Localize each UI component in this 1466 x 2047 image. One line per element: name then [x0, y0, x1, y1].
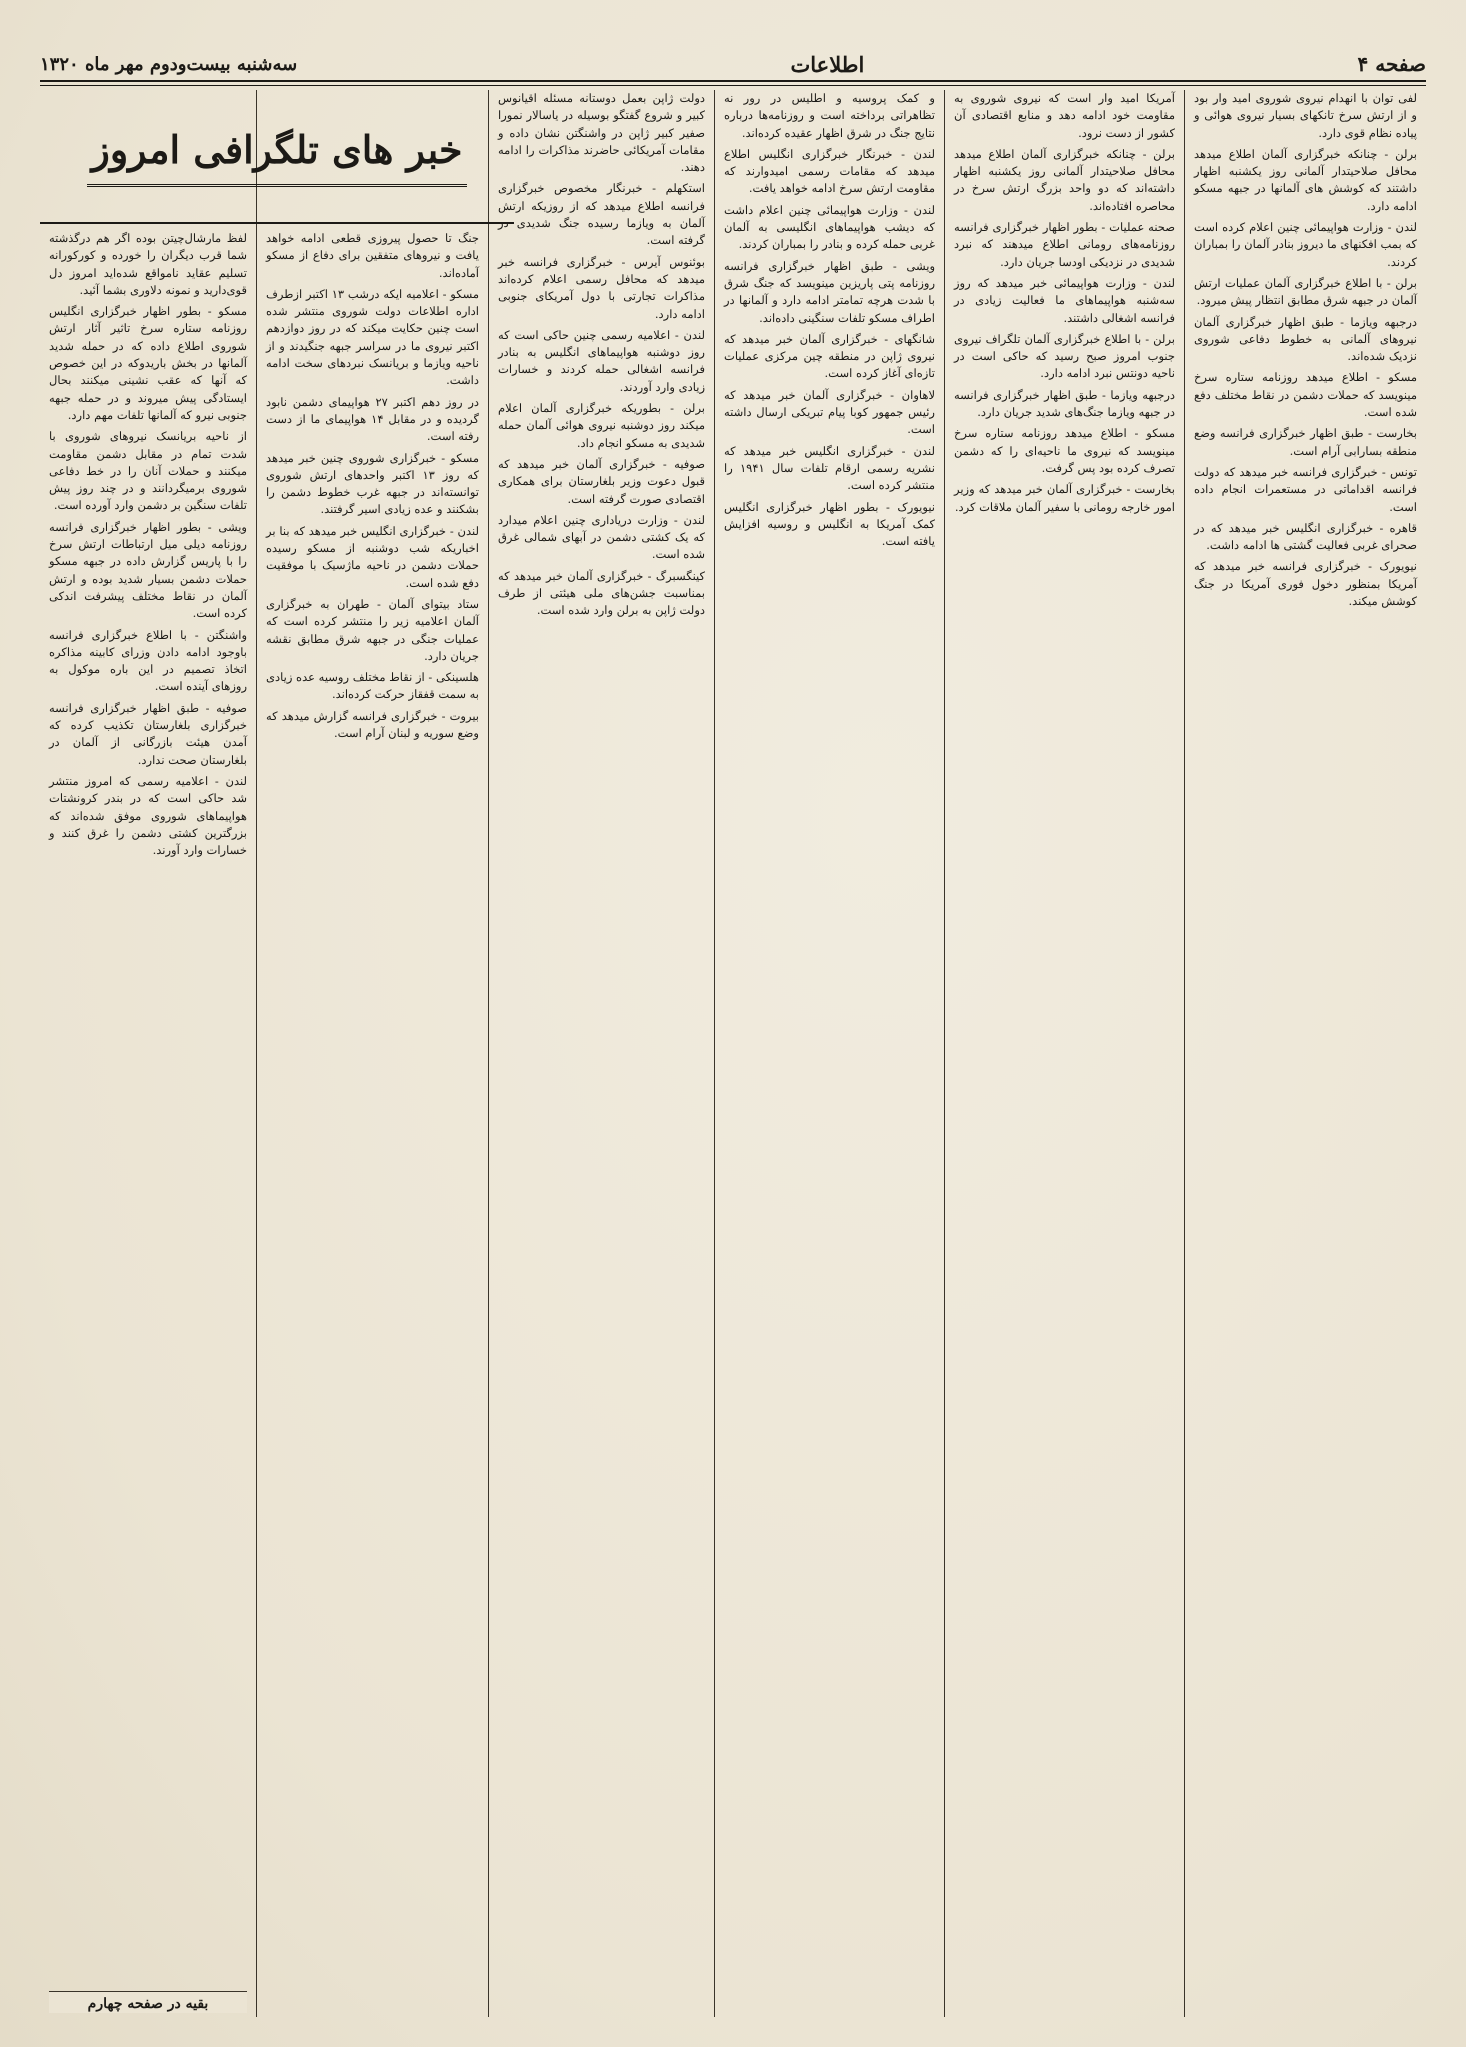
- columns-container: [40, 90, 1426, 2017]
- continued-note: بقیه در صفحه چهارم: [49, 1991, 247, 2013]
- article-paragraph: صوفیه - خبرگزاری آلمان خبر میدهد که قبول دعوت وزیر بلغارستان برای همکاری اقتصادی صورت گرفته است.: [498, 456, 705, 506]
- article-paragraph: و کمک پروسیه و اطلیس در رور نه تظاهراتی برداخته است و روزنامه‌ها درباره نتایج جنگ در شرق اظهار عقیده کرده‌اند.: [724, 91, 935, 140]
- article-paragraph: لفظ مارشال‌چیتن بوده اگر هم درگذشته شما قرب دیگران را خورده و کورکورانه تسلیم عقاید نامواقع شده‌اید امروز دل قوی‌دارید و نمونه دلاوری بشما آئید.: [49, 231, 247, 297]
- article-paragraph: برلن - با اطلاع خبرگزاری آلمان عملیات ارتش آلمان در جبهه شرق مطابق انتظار پیش میرود.: [1194, 275, 1417, 308]
- article-paragraph: صوفیه - طبق اظهار خبرگزاری فرانسه خبرگزاری بلغارستان تکذیب کرده که آمدن هیئت بازرگانی از آلمان در بلغارستان صحت ندارد.: [49, 700, 247, 767]
- column-6: [1184, 90, 1426, 2017]
- article-paragraph: لندن - اعلامیه رسمی چنین حاکی است که روز دوشنبه هواپیماهای انگلیس به بنادر فرانسه اشغالی حمله کردند و خسارات زیادی وارد آوردند.: [498, 327, 705, 394]
- article-paragraph: لندن - وزارت دریاداری چنین اعلام میدارد که یک کشتی دشمن در آبهای شمالی غرق شده است.: [498, 512, 705, 562]
- article-paragraph: ویشی - بطور اظهار خبرگزاری فرانسه روزنامه دیلی میل ارتباطات ارتش سرخ را با پاریس گزارش داده در جبهه مسکو حملات دشمن بسیار شدید بوده و ارتش آلمان در نقاط مختلف پیشرفت اندکی کرده است.: [49, 519, 247, 621]
- article-paragraph: مسکو - اعلامیه ایکه درشب ۱۳ اکتبر ازطرف اداره اطلاعات دولت شوروی منتشر شده است چنین حکایت میکند که در روز دوازدهم اکتبر نیروی ما در سراسر جبهه جنگیدند و از ناحیه ویازما و بریانسک نبردهای سخت ادامه داشت.: [266, 286, 479, 388]
- article-paragraph: لاهاوان - خبرگزاری آلمان خبر میدهد که رئیس جمهور کوبا پیام تبریکی ارسال داشته است.: [724, 387, 935, 437]
- article-paragraph: برلن - چنانکه خبرگزاری آلمان اطلاع میدهد محافل صلاحیتدار آلمانی روز یکشنبه اظهار داشته‌اند که دو واحد بزرگ ارتش سرخ در محاصره افتاده‌اند.: [954, 146, 1175, 213]
- article-paragraph: در روز دهم اکتبر ۲۷ هواپیمای دشمن نابود گردیده و در مقابل ۱۴ هواپیمای ما از دست رفته است.: [266, 394, 479, 444]
- article-paragraph: لندن - وزارت هواپیمائی چنین اعلام کرده است که بمب افکنهای ما دیروز بنادر آلمان را بمباران کردند.: [1194, 220, 1417, 269]
- article-paragraph: آمریکا امید وار است که نیروی شوروی به مقاومت خود ادامه دهد و منابع اقتصادی آن کشور از دست نرود.: [954, 91, 1175, 140]
- article-paragraph: نیویورک - خبرگزاری فرانسه خبر میدهد که آمریکا بمنظور دخول فوری آمریکا در جنگ کوشش میکند.: [1194, 559, 1417, 609]
- headline-title: خبر های تلگرافی امروز: [91, 126, 463, 172]
- article-paragraph: ویشی - طبق اظهار خبرگزاری فرانسه روزنامه پتی پاریزین مینویسد که جنگ شرق با شدت هرچه تمامتر ادامه دارد و آلمانها در اطراف مسکو تلفات سنگینی داده‌اند.: [724, 258, 935, 325]
- page-number: صفحه ۴: [1357, 52, 1426, 76]
- paper-name: اطلاعات: [790, 51, 865, 77]
- article-paragraph: لندن - خبرنگار خبرگزاری انگلیس اطلاع میدهد که مقامات رسمی امیدوارند که مقاومت ارتش سرخ ادامه خواهد یافت.: [724, 146, 935, 196]
- article-paragraph: لندن - خبرگزاری انگلیس خبر میدهد که بنا بر اخباریکه شب دوشنبه از مسکو رسیده حملات دشمن در ناحیه ماژسیک با موفقیت دفع شده است.: [266, 523, 479, 590]
- article-paragraph: برلن - با اطلاع خبرگزاری آلمان تلگراف نیروی جنوب امروز صبح رسید که حاکی است در ناحیه دونتس نبرد ادامه دارد.: [954, 331, 1175, 381]
- article-paragraph: بخارست - طبق اظهار خبرگزاری فرانسه وضع منطقه بسارابی آرام است.: [1194, 426, 1417, 458]
- article-paragraph: کینگسبرگ - خبرگزاری آلمان خبر میدهد که بمناسبت جشن‌های ملی هیئتی از طرف دولت ژاپن به برلن وارد شده است.: [498, 568, 705, 618]
- article-paragraph: مسکو - اطلاع میدهد روزنامه ستاره سرخ مینویسد که نیروی ما ناحیه‌ای را که دشمن تصرف کرده بود پس گرفت.: [954, 426, 1175, 475]
- article-paragraph: درجبهه ویازما - طبق اظهار خبرگزاری فرانسه در جبهه ویازما جنگ‌های شدید جریان دارد.: [954, 387, 1175, 420]
- article-paragraph: تونس - خبرگزاری فرانسه خبر میدهد که دولت فرانسه اقداماتی در مستعمرات انجام داده است.: [1194, 464, 1417, 514]
- article-paragraph: جنگ تا حصول پیروزی قطعی ادامه خواهد یافت و نیروهای متفقین برای دفاع از مسکو آماده‌اند.: [266, 231, 479, 280]
- article-paragraph: از ناحیه بریانسک نیروهای شوروی با شدت تمام در مقابل دشمن مقاومت میکنند و حملات آنان را در خط دفاعی شوروی برمیگردانند و در چند روز پیش تلفات سنگین بر دشمن وارد آورده است.: [49, 429, 247, 513]
- column-4: [714, 90, 944, 2017]
- article-paragraph: لندن - خبرگزاری انگلیس خبر میدهد که نشریه رسمی ارقام تلفات سال ۱۹۴۱ را منتشر کرده است.: [724, 443, 935, 493]
- article-paragraph: لندن - وزارت هواپیمائی چنین اعلام داشت که دیشب هواپیماهای انگلیسی به آلمان غربی حمله کرده و بنادر را بمباران کردند.: [724, 202, 935, 252]
- column-5: [944, 90, 1184, 2017]
- issue-date: سه‌شنبه بیست‌ودوم مهر ماه ۱۳۲۰: [40, 53, 298, 75]
- article-paragraph: لفی توان با انهدام نیروی شوروی امید وار بود و از ارتش سرخ تانکهای بسیار نیروی هوائی و پیاده نظام قوی دارد.: [1194, 91, 1417, 140]
- article-paragraph: دولت ژاپن بعمل دوستانه مسئله اقیانوس کبیر و شروع گفتگو بوسیله در یاسالار نمورا صفیر کبیر ژاپن در واشنگتن نشان داده و مقامات آمریکائی حاضرند مذاکرات را ادامه دهند.: [498, 91, 705, 175]
- article-paragraph: ستاد بیتوای آلمان - طهران به خبرگزاری آلمان اعلامیه زیر را منتشر کرده است که عملیات جنگی در جبهه شرق مطابق نقشه جریان دارد.: [266, 596, 479, 663]
- article-paragraph: درجبهه ویازما - طبق اظهار خبرگزاری آلمان نیروهای آلمانی به خطوط دفاعی شوروی نزدیک شده‌اند.: [1194, 314, 1417, 364]
- article-paragraph: مسکو - اطلاع میدهد روزنامه ستاره سرخ مینویسد که حملات دشمن در نقاط مختلف دفع شده است.: [1194, 370, 1417, 420]
- article-paragraph: صحنه عملیات - بطور اظهار خبرگزاری فرانسه روزنامه‌های رومانی اطلاع میدهند که نبرد شدیدی در نزدیکی اودسا جریان دارد.: [954, 220, 1175, 269]
- column-2: [256, 90, 488, 2017]
- article-paragraph: واشنگتن - با اطلاع خبرگزاری فرانسه باوجود ادامه دادن وزرای کابینه مذاکره اتخاذ تصمیم در این باره موکول به روزهای آینده است.: [49, 627, 247, 694]
- article-paragraph: برلن - بطوریکه خبرگزاری آلمان اعلام میکند روز دوشنبه نیروی هوائی آلمان حمله شدیدی به مسکو انجام داد.: [498, 401, 705, 450]
- article-paragraph: قاهره - خبرگزاری انگلیس خبر میدهد که در صحرای غربی فعالیت گشتی ها ادامه داشت.: [1194, 520, 1417, 553]
- article-paragraph: لندن - وزارت هواپیمائی خبر میدهد که روز سه‌شنبه هواپیماهای ما فعالیت زیادی در فرانسه اشغالی داشتند.: [954, 275, 1175, 325]
- column-3: [488, 90, 714, 2017]
- page-header: [40, 50, 1426, 78]
- headline-rule: [87, 184, 466, 187]
- article-paragraph: شانگهای - خبرگزاری آلمان خبر میدهد که نیروی ژاپن در منطقه چین مرکزی عملیات تازه‌ای آغاز کرده است.: [724, 331, 935, 381]
- article-paragraph: مسکو - بطور اظهار خبرگزاری انگلیس روزنامه ستاره سرخ تاثیر آثار ارتش شوروی اطلاع داده که در حمله شدید آلمانها در بخش باریدوکه در این خصوص که آنها که عقب نشینی میکنند بحال ایستادگی پیش میروند و در حمله جبهه جنوبی نیرو که آلمانها تلفات مهم دارد.: [49, 304, 247, 422]
- article-paragraph: بیروت - خبرگزاری فرانسه گزارش میدهد که وضع سوریه و لبنان آرام است.: [266, 708, 479, 741]
- article-paragraph: برلن - چنانکه خبرگزاری آلمان اطلاع میدهد محافل صلاحیتدار آلمانی روز یکشنبه اظهار داشتند که کوشش های آلمانها در جبهه مسکو ادامه دارد.: [1194, 146, 1417, 213]
- header-rule: [40, 80, 1426, 86]
- column-1: [40, 90, 256, 2017]
- article-paragraph: لندن - اعلامیه رسمی که امروز منتشر شد حاکی است که در بندر کرونشتات هواپیماهای شوروی موفق شده‌اند که بزرگترین کشتی دشمن را غرق کنند و خسارات وارد آورند.: [49, 773, 247, 858]
- article-paragraph: نیویورک - بطور اظهار خبرگزاری انگلیس کمک آمریکا به انگلیس و روسیه افزایش یافته است.: [724, 499, 935, 549]
- article-paragraph: استکهلم - خبرنگار مخصوص خبرگزاری فرانسه اطلاع میدهد که از روزیکه ارتش آلمان به ویازما رسیده جنگ شدیدی در گرفته است.: [498, 181, 705, 248]
- article-paragraph: مسکو - خبرگزاری شوروی چنین خبر میدهد که روز ۱۳ اکتبر واحدهای ارتش شوروی توانسته‌اند در جبهه غرب خطوط دشمن را بشکنند و عده زیادی اسیر گرفتند.: [266, 450, 479, 517]
- article-paragraph: بخارست - خبرگزاری آلمان خبر میدهد که وزیر امور خارجه رومانی با سفیر آلمان ملاقات کرد.: [954, 482, 1175, 514]
- article-paragraph: هلسینکی - از نقاط مختلف روسیه عده زیادی به سمت قفقاز حرکت کرده‌اند.: [266, 670, 479, 702]
- article-paragraph: بوئنوس آیرس - خبرگزاری فرانسه خبر میدهد که محافل رسمی اعلام کرده‌اند مذاکرات تجارتی با دول آمریکای جنوبی ادامه دارد.: [498, 254, 705, 321]
- headline-banner: [40, 90, 514, 224]
